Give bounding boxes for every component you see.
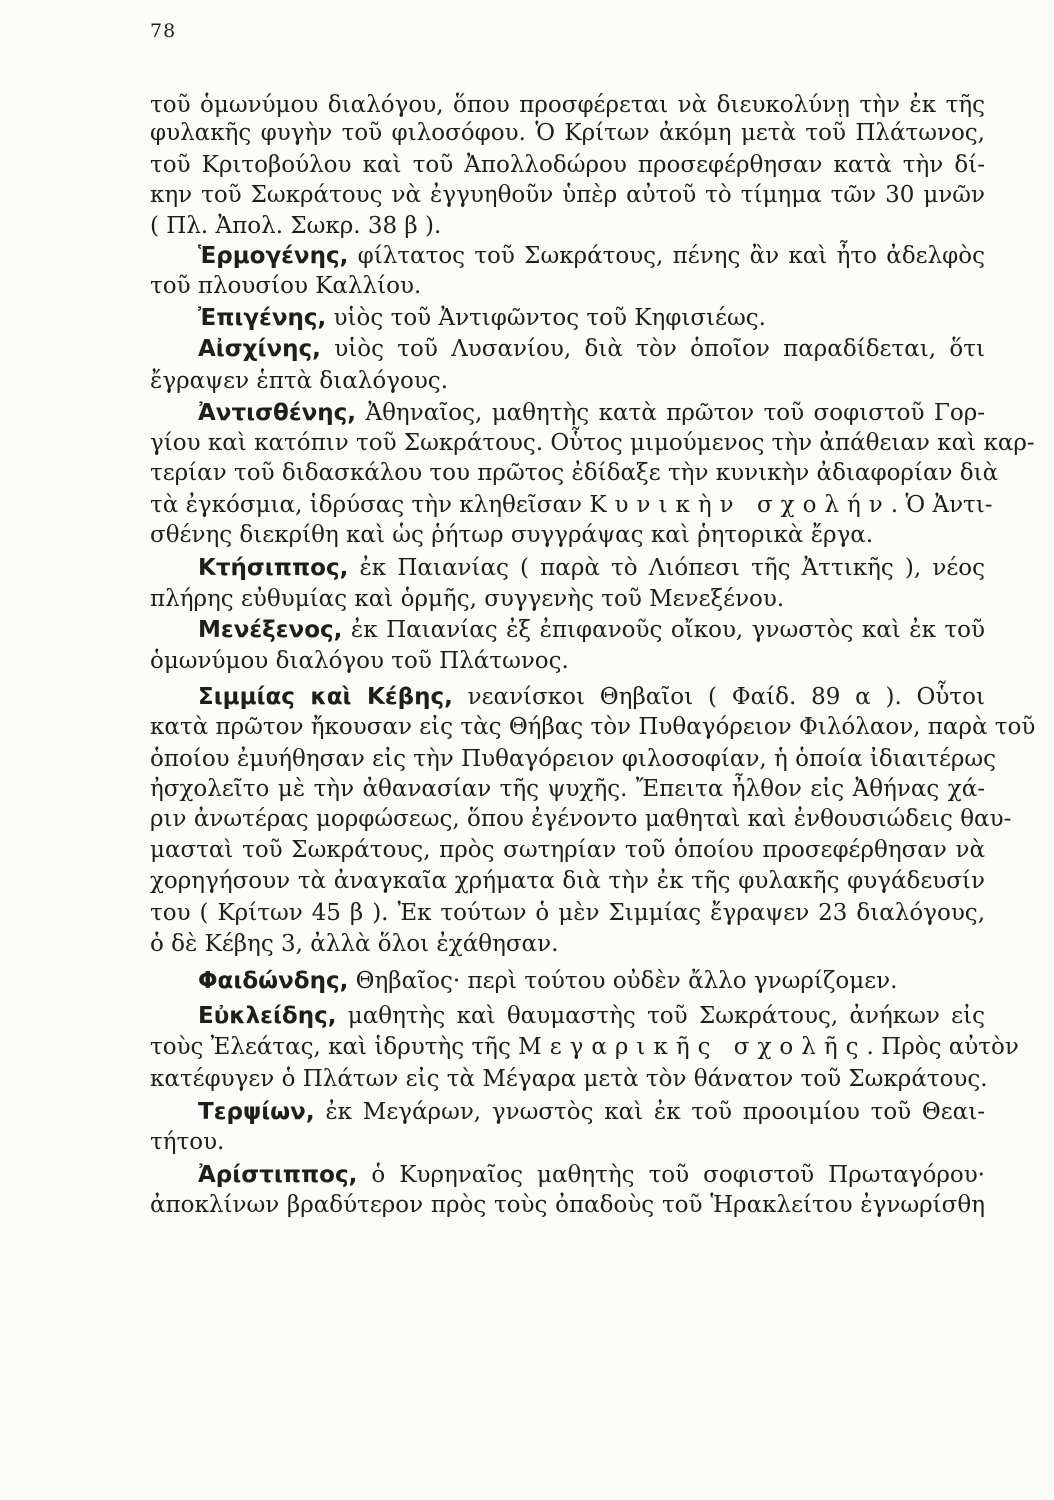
text-line	[150, 1127, 985, 1157]
line-text: Θηβαῖος· περὶ τούτου οὐδὲν ἄλλο γνωρίζομεν.	[348, 968, 898, 994]
entry-headword: Σιμμίας καὶ Κέβης,	[198, 684, 453, 710]
line-text: ὁ δὲ Κέβης 3, ἀλλὰ ὅλοι ἐχάθησαν.	[150, 931, 559, 957]
line-text: Ἀθηναῖος, μαθητὴς κατὰ πρῶτον τοῦ σοφιστοῦ Γορ-	[356, 400, 985, 426]
line-text: ὁ Κυρηναῖος μαθητὴς τοῦ σοφιστοῦ Πρωταγόρου·	[357, 1162, 985, 1188]
text-line	[150, 180, 985, 210]
line-text: τὰ ἐγκόσμια, ἱδρύσας τὴν κληθεῖσαν	[150, 492, 590, 518]
text-line	[150, 584, 985, 614]
text-line	[150, 1190, 985, 1220]
line-text-end: . Ὁ Ἀντι-	[890, 492, 993, 518]
text-line	[150, 929, 985, 959]
line-text: κατὰ πρῶτον ἤκουσαν εἰς τὰς Θήβας τὸν Πυθαγόρειον Φιλόλαον, παρὰ τοῦ	[150, 714, 1036, 740]
line-text: τήτου.	[150, 1129, 225, 1155]
line-text: μαθητὴς καὶ θαυμαστὴς τοῦ Σωκράτους, ἀνήκων εἰς	[336, 1003, 985, 1029]
line-text: τοῦ ὁμωνύμου διαλόγου, ὅπου προσφέρεται νὰ διευκολύνῃ τὴν ἐκ τῆς	[150, 92, 985, 118]
text-line	[150, 398, 985, 428]
text-line	[150, 615, 985, 645]
text-line	[150, 334, 985, 364]
text-line	[150, 1001, 985, 1031]
line-text: του ( Κρίτων 45 β ). Ἐκ τούτων ὁ μὲν Σιμμίας ἔγραψεν 23 διαλόγους,	[150, 900, 985, 926]
entry-headword: Ἀρίστιππος,	[198, 1162, 358, 1188]
text-line	[150, 211, 985, 241]
entry-headword: Εὐκλείδης,	[198, 1003, 337, 1029]
text-line	[150, 458, 999, 488]
text-line	[150, 966, 985, 996]
text-line	[150, 866, 985, 896]
line-text: ριν ἀνωτέρας μορφώσεως, ὅπου ἐγένοντο μαθηταὶ καὶ ἐνθουσιώδεις θαυ-	[150, 806, 1012, 832]
line-text: ἠσχολεῖτο μὲ τὴν ἀθανασίαν τῆς ψυχῆς. Ἔπειτα ἦλθον εἰς Ἀθήνας χά-	[150, 776, 985, 802]
line-text: ( Πλ. Ἀπολ. Σωκρ. 38 β ).	[150, 213, 442, 239]
entry-headword: Αἰσχίνης,	[198, 336, 321, 362]
text-line	[150, 303, 985, 333]
line-text: ὁποίου ἐμυήθησαν εἰς τὴν Πυθαγόρειον φιλοσοφίαν, ἡ ὁποία ἰδιαιτέρως	[150, 746, 997, 772]
text-line	[150, 1160, 985, 1190]
line-text: ἐκ Παιανίας ἐξ ἐπιφανοῦς οἴκου, γνωστὸς καὶ ἐκ τοῦ	[342, 617, 985, 643]
text-line	[150, 366, 985, 396]
entry-headword: Μενέξενος,	[198, 617, 343, 643]
entry-headword: Τερψίων,	[198, 1099, 315, 1125]
line-text: ἐκ Παιανίας ( παρὰ τὸ Λιόπεσι τῆς Ἀττικῆς ), νέος	[348, 555, 985, 581]
line-text: πλήρης εὐθυμίας καὶ ὁρμῆς, συγγενὴς τοῦ Μενεξένου.	[150, 586, 785, 612]
text-line	[150, 428, 1035, 458]
line-text: χορηγήσουν τὰ ἀναγκαῖα χρήματα διὰ τὴν ἐκ τῆς φυλακῆς φυγάδευσίν	[150, 868, 985, 894]
spaced-term: Κυνικὴν σχολήν	[589, 492, 891, 518]
spaced-term: Μεγαρικῆς σχολῆς	[518, 1034, 867, 1060]
text-line	[150, 1097, 985, 1127]
line-text: ἔγραψεν ἑπτὰ διαλόγους.	[150, 368, 449, 394]
line-text: τερίαν τοῦ διδασκάλου του πρῶτος ἐδίδαξε τὴν κυνικὴν ἀδιαφορίαν διὰ	[150, 460, 999, 486]
text-line	[150, 646, 985, 676]
line-text: υἱὸς τοῦ Ἀντιφῶντος τοῦ Κηφισιέως.	[326, 305, 766, 331]
text-line	[150, 553, 985, 583]
entry-headword: Ἐπιγένης,	[198, 305, 327, 331]
line-text: μασταὶ τοῦ Σωκράτους, πρὸς σωτηρίαν τοῦ ὁποίου προσεφέρθησαν νὰ	[150, 837, 985, 863]
line-text-end: . Πρὸς αὐτὸν	[866, 1034, 1019, 1060]
text-line	[150, 118, 985, 148]
text-line	[150, 1064, 988, 1094]
line-text: φυλακῆς φυγὴν τοῦ φιλοσόφου. Ὁ Κρίτων ἀκόμη μετὰ τοῦ Πλάτωνος,	[150, 120, 985, 146]
line-text: ὁμωνύμου διαλόγου τοῦ Πλάτωνος.	[150, 648, 569, 674]
line-text: φίλτατος τοῦ Σωκράτους, πένης ἂν καὶ ἦτο ἀδελφὸς	[348, 243, 985, 269]
line-text: ἐκ Μεγάρων, γνωστὸς καὶ ἐκ τοῦ προοιμίου τοῦ Θεαι-	[314, 1099, 985, 1125]
text-line	[150, 490, 993, 520]
text-line	[150, 804, 1012, 834]
text-line	[150, 774, 985, 804]
line-text: τοῦ Κριτοβούλου καὶ τοῦ Ἀπολλοδώρου προσεφέρθησαν κατὰ τὴν δί-	[150, 152, 985, 178]
text-line	[150, 1032, 1019, 1062]
text-line	[150, 835, 985, 865]
line-text: τοῦ πλουσίου Καλλίου.	[150, 273, 422, 299]
text-line	[150, 712, 1036, 742]
line-text: ἀποκλίνων βραδύτερον πρὸς τοὺς ὀπαδοὺς τοῦ Ἡρακλείτου ἐγνωρίσθη	[150, 1192, 985, 1218]
line-text: κατέφυγεν ὁ Πλάτων εἰς τὰ Μέγαρα μετὰ τὸν θάνατον τοῦ Σωκράτους.	[150, 1066, 988, 1092]
line-text: υἱὸς τοῦ Λυσανίου, διὰ τὸν ὁποῖον παραδίδεται, ὅτι	[320, 336, 985, 362]
text-line	[150, 241, 985, 271]
entry-headword: Ἀντισθένης,	[198, 400, 357, 426]
text-line	[150, 682, 985, 712]
text-line	[150, 150, 985, 180]
line-text: γίου καὶ κατόπιν τοῦ Σωκράτους. Οὗτος μιμούμενος τὴν ἀπάθειαν καὶ καρ-	[150, 430, 1035, 456]
line-text: κην τοῦ Σωκράτους νὰ ἐγγυηθοῦν ὑπὲρ αὐτοῦ τὸ τίμημα τῶν 30 μνῶν	[150, 182, 985, 208]
entry-headword: Ἑρμογένης,	[198, 243, 349, 269]
text-line	[150, 90, 985, 120]
page-number: 78	[150, 20, 177, 42]
entry-headword: Φαιδώνδης,	[198, 968, 349, 994]
text-line	[150, 520, 985, 550]
line-text: σθένης διεκρίθη καὶ ὡς ῥήτωρ συγγράψας καὶ ῥητορικὰ ἔργα.	[150, 522, 874, 548]
line-text: τοὺς Ἐλεάτας, καὶ ἱδρυτὴς τῆς	[150, 1034, 519, 1060]
text-line	[150, 744, 997, 774]
line-text: νεανίσκοι Θηβαῖοι ( Φαίδ. 89 α ). Οὗτοι	[452, 684, 985, 710]
text-line	[150, 271, 985, 301]
text-line	[150, 898, 985, 928]
entry-headword: Κτήσιππος,	[198, 555, 349, 581]
